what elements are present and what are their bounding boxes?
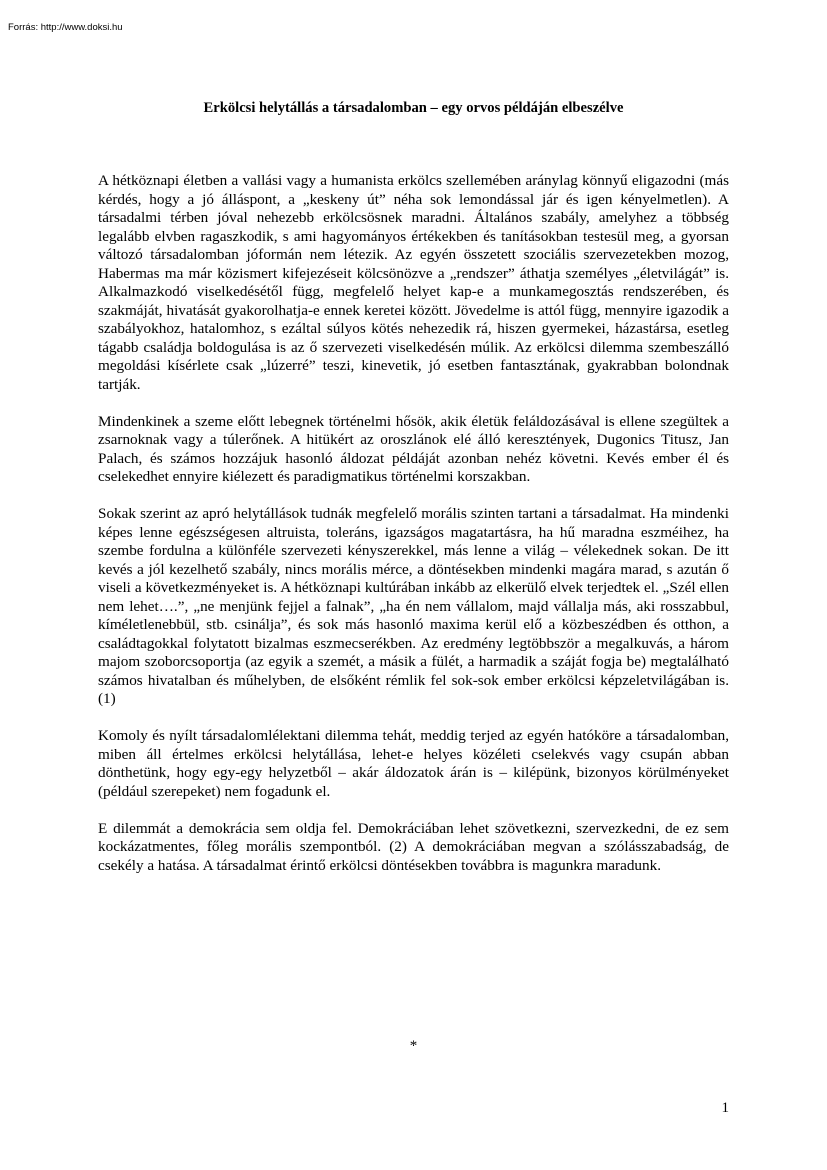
paragraph: A hétköznapi életben a vallási vagy a humanista erkölcs szellemében aránylag könnyű eligazodni (más kérdés, hogy a jó álláspont, a „keskeny út” néha sok lemondással jár és igen kényelmetlen). A társadalmi térben jóval nehezebb erkölcsösnek maradni. Általános szabály, amelyhez a többség legalább elvben ragaszkodik, s ami hagyományos értékekben és tanításokban testesül meg, a gyorsan változó társadalomban jóformán nem létezik. Az egyén összetett szociális szervezetekben mozog, Habermas ma már közismert kifejezéseit kölcsönözve a „rendszer” áthatja személyes „életvilágát” is. Alkalmazkodó viselkedésétől függ, megfelelő helyet kap-e a munkamegosztás rendszerében, és szakmáját, hivatását gyakorolhatja-e ennek keretei között. Jövedelme is attól függ, mennyire igazodik a szabályokhoz, hatalomhoz, s ezáltal súlyos kötés nehezedik rá, hiszen gyermekei, házastársa, esetleg tágabb családja boldogulása is az ő szervezeti viselkedésén múlik. Az erkölcsi dilemma szembeszálló megoldási kísérlete csak „lúzerré” teszi, kinevetik, jó esetben fantasztának, gyakrabban bolondnak tartják. <box>98 172 729 393</box>
document-body <box>98 172 729 894</box>
paragraph: Sokak szerint az apró helytállások tudnák megfelelő morális szinten tartani a társadalmat. Ha mindenki képes lenne egészségesen altruista, toleráns, igazságos magatartásra, ha hű maradna eszméihez, ha szembe fordulna a különféle szervezeti kényszerekkel, más lenne a világ – vélekednek sokan. De itt kevés a jól kezelhető szabály, nincs morális mérce, a döntésekben mindenki magára marad, s azután ő viseli a következményeket is. A hétköznapi kultúrában inkább az elkerülő elvek terjedtek el. „Szél ellen nem lehet….”, „ne menjünk fejjel a falnak”, „ha én nem vállalom, majd vállalja más, aki rosszabbul, kíméletlenebbül, stb. csinálja”, és sok más hasonló maxima kerül elő a közbeszédben és otthon, a családtagokkal folytatott bizalmas eszmecserékben. Az eredmény legtöbbször a megalkuvás, a három majom szoborcsoportja (az egyik a szemét, a másik a fülét, a harmadik a száját fogja be) megtalálható számos hivatalban és műhelyben, de elsőként rémlik fel sok-sok ember erkölcsi képzeletvilágában is. (1) <box>98 505 729 707</box>
source-label: Forrás: http://www.doksi.hu <box>8 22 123 33</box>
document-title: Erkölcsi helytállás a társadalomban – egy orvos példáján elbeszélve <box>203 100 624 116</box>
paragraph: Mindenkinek a szeme előtt lebegnek történelmi hősök, akik életük feláldozásával is ellene szegültek a zsarnoknak vagy a túlerőnek. A hitükért az oroszlánok elé álló keresztények, Dugonics Titusz, Jan Palach, és számos hozzájuk hasonló áldozat példáját azonban nehéz követni. Kevés ember él és cselekedhet ennyire kiélezett és paradigmatikus történelmi korszakban. <box>98 412 729 485</box>
paragraph: Komoly és nyílt társadalomlélektani dilemma tehát, meddig terjed az egyén hatóköre a társadalomban, miben áll értelmes erkölcsi helytállása, lehet-e helyes közéleti cselekvés vagy csupán abban dönthetünk, hogy egy-egy helyzetből – akár áldozatok árán is – kilépünk, bizonyos körülményeket (például szerepeket) nem fogadunk el. <box>98 727 729 800</box>
paragraph: E dilemmát a demokrácia sem oldja fel. Demokráciában lehet szövetkezni, szervezkedni, de ez sem kockázatmentes, főleg morális szempontból. (2) A demokráciában megvan a szólásszabadság, de csekély a hatása. A társadalmat érintő erkölcsi döntésekben továbbra is magunkra maradunk. <box>98 819 729 874</box>
section-separator: * <box>409 1038 418 1054</box>
page-number: 1 <box>721 1100 729 1116</box>
